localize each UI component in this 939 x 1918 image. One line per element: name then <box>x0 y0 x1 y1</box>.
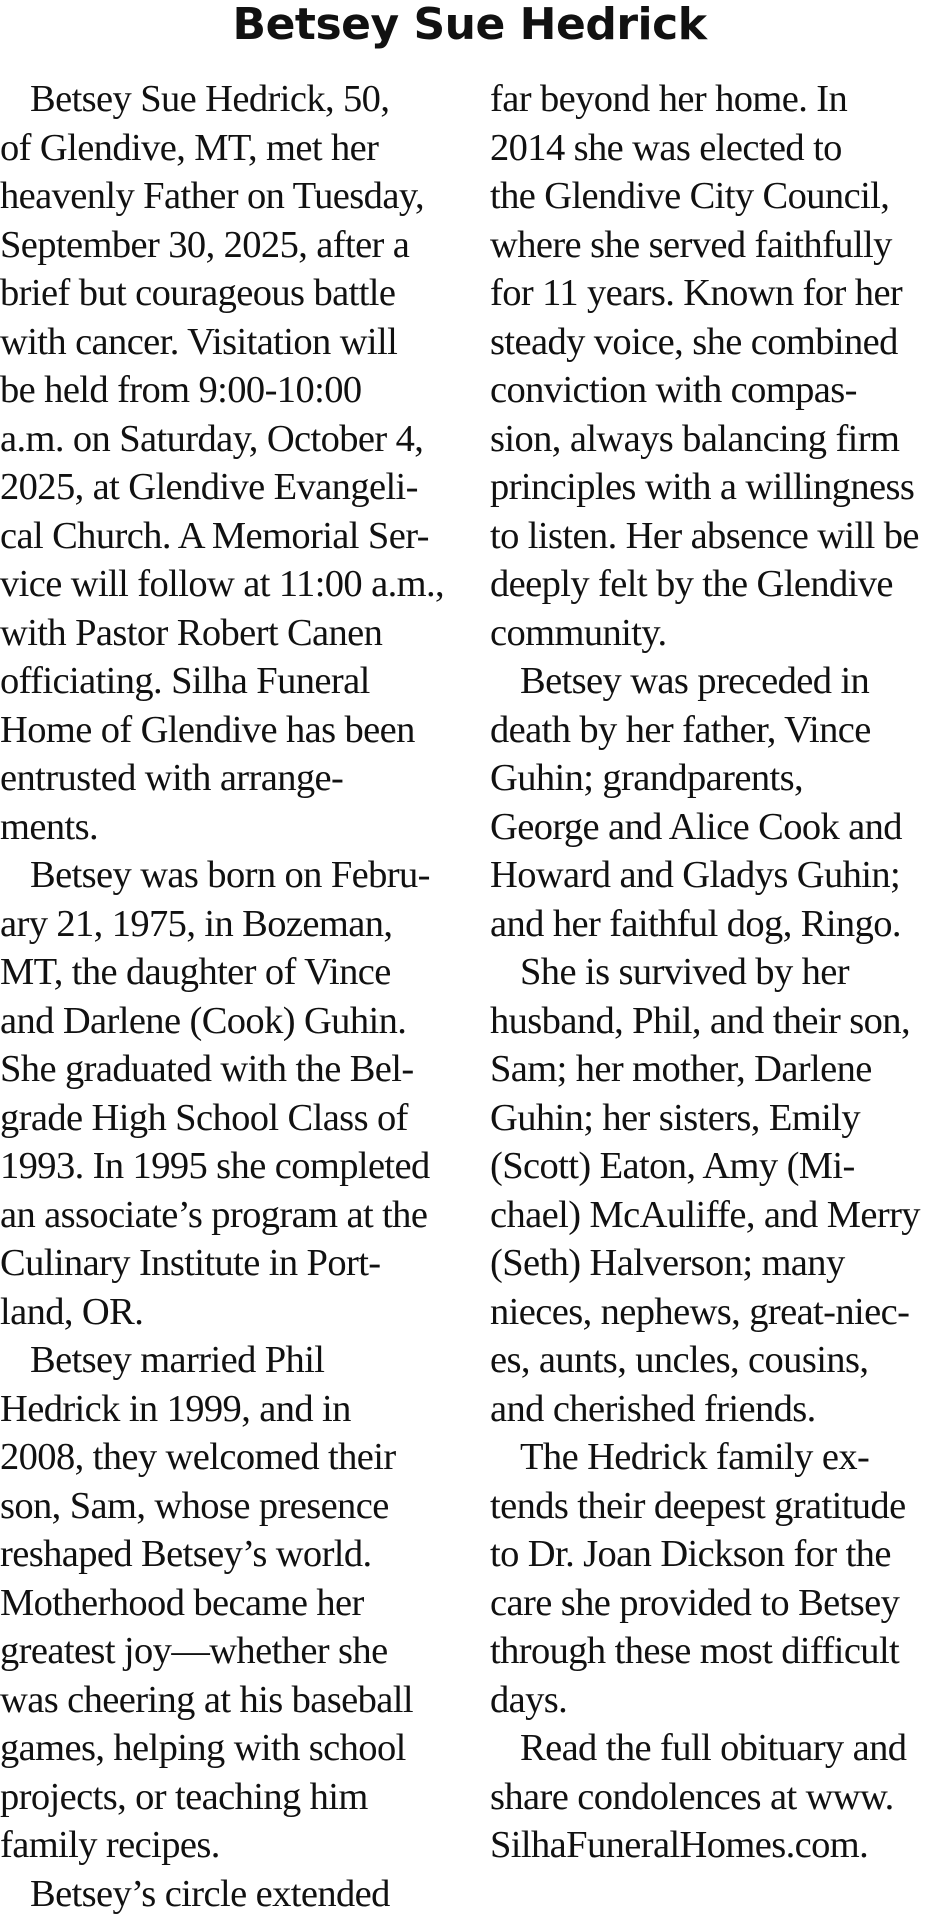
text-line: Betsey married Phil <box>0 1336 465 1385</box>
text-line: Betsey was preceded in <box>490 657 939 706</box>
text-line: land, OR. <box>0 1288 465 1337</box>
text-line: Home of Glendive has been <box>0 706 465 755</box>
text-line: SilhaFuneralHomes.com. <box>490 1821 939 1870</box>
text-line: cal Church. A Memorial Ser- <box>0 512 465 561</box>
text-line: reshaped Betsey’s world. <box>0 1530 465 1579</box>
text-line: es, aunts, uncles, cousins, <box>490 1336 939 1385</box>
obituary-title: Betsey Sue Hedrick <box>0 0 939 50</box>
text-line: projects, or teaching him <box>0 1773 465 1822</box>
text-line: Guhin; grandparents, <box>490 754 939 803</box>
text-line: Betsey’s circle extended <box>0 1870 465 1918</box>
text-line: nieces, nephews, great-niec- <box>490 1288 939 1337</box>
text-line: and cherished friends. <box>490 1385 939 1434</box>
text-line: greatest joy—whether she <box>0 1627 465 1676</box>
text-line: community. <box>490 609 939 658</box>
text-line: sion, always balancing firm <box>490 415 939 464</box>
text-line: the Glendive City Council, <box>490 172 939 221</box>
text-line: Motherhood became her <box>0 1579 465 1628</box>
text-line: deeply felt by the Glendive <box>490 560 939 609</box>
text-line: husband, Phil, and their son, <box>490 997 939 1046</box>
text-line: (Seth) Halverson; many <box>490 1239 939 1288</box>
text-line: 2008, they welcomed their <box>0 1433 465 1482</box>
text-line: an associate’s program at the <box>0 1191 465 1240</box>
text-line: and her faithful dog, Ringo. <box>490 900 939 949</box>
text-line: chael) McAuliffe, and Merry <box>490 1191 939 1240</box>
text-line: Guhin; her sisters, Emily <box>490 1094 939 1143</box>
text-line: Hedrick in 1999, and in <box>0 1385 465 1434</box>
text-line: son, Sam, whose presence <box>0 1482 465 1531</box>
text-line: vice will follow at 11:00 a.m., <box>0 560 465 609</box>
text-line: She graduated with the Bel- <box>0 1045 465 1094</box>
text-line: brief but courageous battle <box>0 269 465 318</box>
text-line: a.m. on Saturday, October 4, <box>0 415 465 464</box>
text-line: through these most difficult <box>490 1627 939 1676</box>
text-line: with cancer. Visitation will <box>0 318 465 367</box>
obituary-column-left <box>0 75 465 1918</box>
text-line: principles with a willingness <box>490 463 939 512</box>
text-line: Sam; her mother, Darlene <box>490 1045 939 1094</box>
text-line: Read the full obituary and <box>490 1724 939 1773</box>
text-line: 2014 she was elected to <box>490 124 939 173</box>
text-line: to Dr. Joan Dickson for the <box>490 1530 939 1579</box>
text-line: MT, the daughter of Vince <box>0 948 465 997</box>
text-line: (Scott) Eaton, Amy (Mi- <box>490 1142 939 1191</box>
text-line: care she provided to Betsey <box>490 1579 939 1628</box>
text-line: Howard and Gladys Guhin; <box>490 851 939 900</box>
text-line: George and Alice Cook and <box>490 803 939 852</box>
text-line: of Glendive, MT, met her <box>0 124 465 173</box>
text-line: days. <box>490 1676 939 1725</box>
text-line: entrusted with arrange- <box>0 754 465 803</box>
text-line: Betsey was born on Febru- <box>0 851 465 900</box>
text-line: grade High School Class of <box>0 1094 465 1143</box>
text-line: be held from 9:00-10:00 <box>0 366 465 415</box>
text-line: 1993. In 1995 she completed <box>0 1142 465 1191</box>
text-line: She is survived by her <box>490 948 939 997</box>
text-line: where she served faithfully <box>490 221 939 270</box>
text-line: tends their deepest gratitude <box>490 1482 939 1531</box>
text-line: was cheering at his baseball <box>0 1676 465 1725</box>
text-line: and Darlene (Cook) Guhin. <box>0 997 465 1046</box>
text-line: steady voice, she combined <box>490 318 939 367</box>
text-line: far beyond her home. In <box>490 75 939 124</box>
text-line: with Pastor Robert Canen <box>0 609 465 658</box>
text-line: death by her father, Vince <box>490 706 939 755</box>
obituary-column-right <box>490 75 939 1870</box>
text-line: Culinary Institute in Port- <box>0 1239 465 1288</box>
text-line: The Hedrick family ex- <box>490 1433 939 1482</box>
text-line: family recipes. <box>0 1821 465 1870</box>
text-line: to listen. Her absence will be <box>490 512 939 561</box>
text-line: conviction with compas- <box>490 366 939 415</box>
text-line: officiating. Silha Funeral <box>0 657 465 706</box>
text-line: games, helping with school <box>0 1724 465 1773</box>
text-line: share condolences at www. <box>490 1773 939 1822</box>
text-line: September 30, 2025, after a <box>0 221 465 270</box>
text-line: 2025, at Glendive Evangeli- <box>0 463 465 512</box>
text-line: ments. <box>0 803 465 852</box>
text-line: heavenly Father on Tuesday, <box>0 172 465 221</box>
text-line: for 11 years. Known for her <box>490 269 939 318</box>
text-line: ary 21, 1975, in Bozeman, <box>0 900 465 949</box>
text-line: Betsey Sue Hedrick, 50, <box>0 75 465 124</box>
